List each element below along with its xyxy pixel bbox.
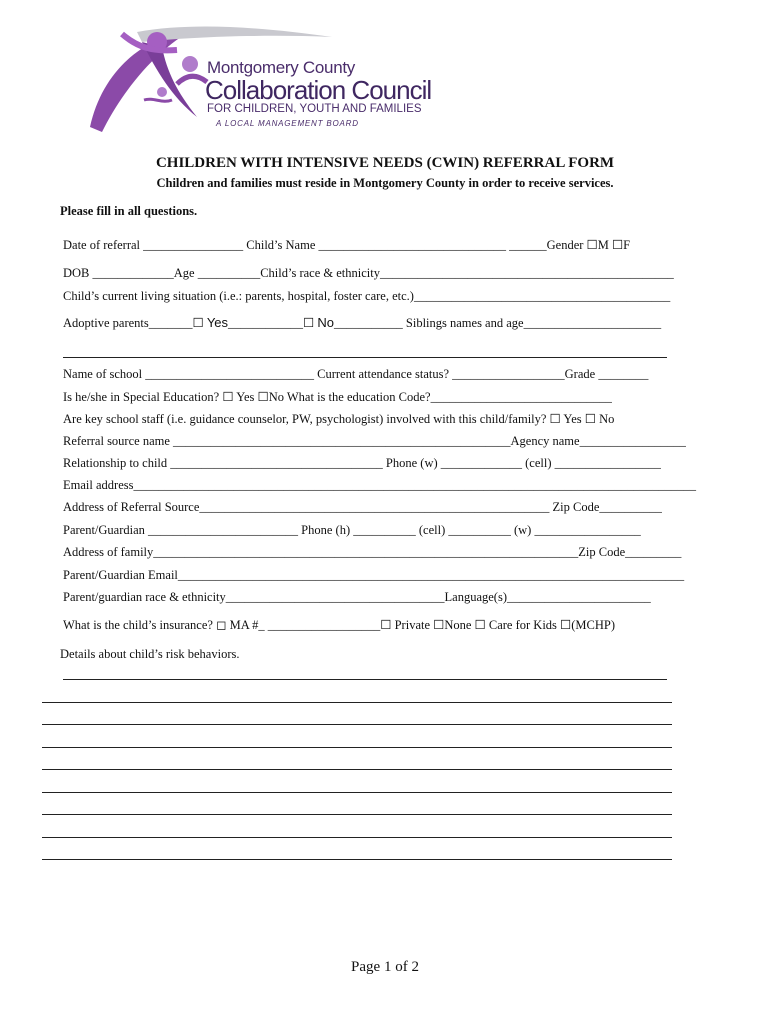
org-tagline: FOR CHILDREN, YOUTH AND FAMILIES — [207, 103, 422, 115]
siblings-label: ___________ Siblings names and age______________________ — [334, 316, 662, 330]
field-dob-age-race[interactable]: DOB _____________Age __________Child’s race & ethnicity_______________________________________________ — [63, 266, 674, 280]
risk-line[interactable] — [42, 747, 672, 748]
org-name-line2: Collaboration Council — [205, 75, 432, 105]
adoptive-no-option[interactable]: No — [317, 315, 335, 330]
form-title: CHILDREN WITH INTENSIVE NEEDS (CWIN) REFERRAL FORM — [155, 155, 615, 171]
risk-line[interactable] — [42, 769, 672, 770]
siblings-continuation-line[interactable] — [63, 357, 667, 358]
risk-line[interactable] — [42, 724, 672, 725]
risk-line[interactable] — [42, 702, 672, 703]
risk-line[interactable] — [63, 679, 667, 680]
field-insurance[interactable]: What is the child’s insurance? ◻ MA #_ __________________☐ Private ☐None ☐ Care for Kids ☐(MCHP) — [63, 618, 616, 632]
field-adoptive-siblings[interactable] — [63, 315, 683, 331]
risk-line[interactable] — [42, 837, 672, 838]
field-guardian-race-language[interactable]: Parent/guardian race & ethnicity___________________________________Language(s)_______________________ — [63, 590, 651, 604]
form-subtitle: Children and families must reside in Montgomery County in order to receive services. — [156, 176, 614, 190]
adoptive-yes-option[interactable]: Yes — [206, 315, 229, 330]
adoptive-mid: ____________☐ — [228, 316, 318, 330]
field-family-address[interactable]: Address of family____________________________________________________________________Zip Code_________ — [63, 545, 682, 559]
field-referral-source[interactable]: Referral source name ______________________________________________________Agency name_________________ — [63, 434, 686, 448]
field-email[interactable]: Email address__________________________________________________________________________________________ — [63, 478, 696, 492]
field-school-staff[interactable]: Are key school staff (i.e. guidance counselor, PW, psychologist) involved with this child/family? ☐ Yes ☐ No — [63, 412, 615, 426]
org-name-line1: Montgomery County — [207, 58, 355, 77]
adoptive-parents-label: Adoptive parents_______☐ — [63, 316, 207, 330]
field-referral-address[interactable]: Address of Referral Source________________________________________________________ Zip Code__________ — [63, 500, 662, 514]
form-instructions: Please fill in all questions. — [60, 204, 198, 218]
risk-line[interactable] — [42, 859, 672, 860]
field-referral-child-gender[interactable]: Date of referral ________________ Child’s Name ______________________________ ______Gender ☐M ☐F — [63, 238, 631, 252]
org-subtagline: A LOCAL MANAGEMENT BOARD — [216, 119, 359, 128]
field-parent-guardian[interactable]: Parent/Guardian ________________________ Phone (h) __________ (cell) __________ (w) _________________ — [63, 523, 641, 537]
field-school-attendance-grade[interactable]: Name of school ___________________________ Current attendance status? __________________Grade ________ — [63, 367, 649, 381]
page-number: Page 1 of 2 — [351, 959, 419, 975]
field-guardian-email[interactable]: Parent/Guardian Email_________________________________________________________________________________ — [63, 568, 685, 582]
risk-behaviors-label: Details about child’s risk behaviors. — [60, 647, 240, 661]
field-living-situation[interactable]: Child’s current living situation (i.e.: parents, hospital, foster care, etc.)_________________________________________ — [63, 289, 671, 303]
risk-line[interactable] — [42, 814, 672, 815]
field-special-education[interactable]: Is he/she in Special Education? ☐ Yes ☐No What is the education Code?_____________________________ — [63, 390, 612, 404]
risk-line[interactable] — [42, 792, 672, 793]
field-relationship-phone[interactable]: Relationship to child __________________________________ Phone (w) _____________ (cell) _________________ — [63, 456, 661, 470]
